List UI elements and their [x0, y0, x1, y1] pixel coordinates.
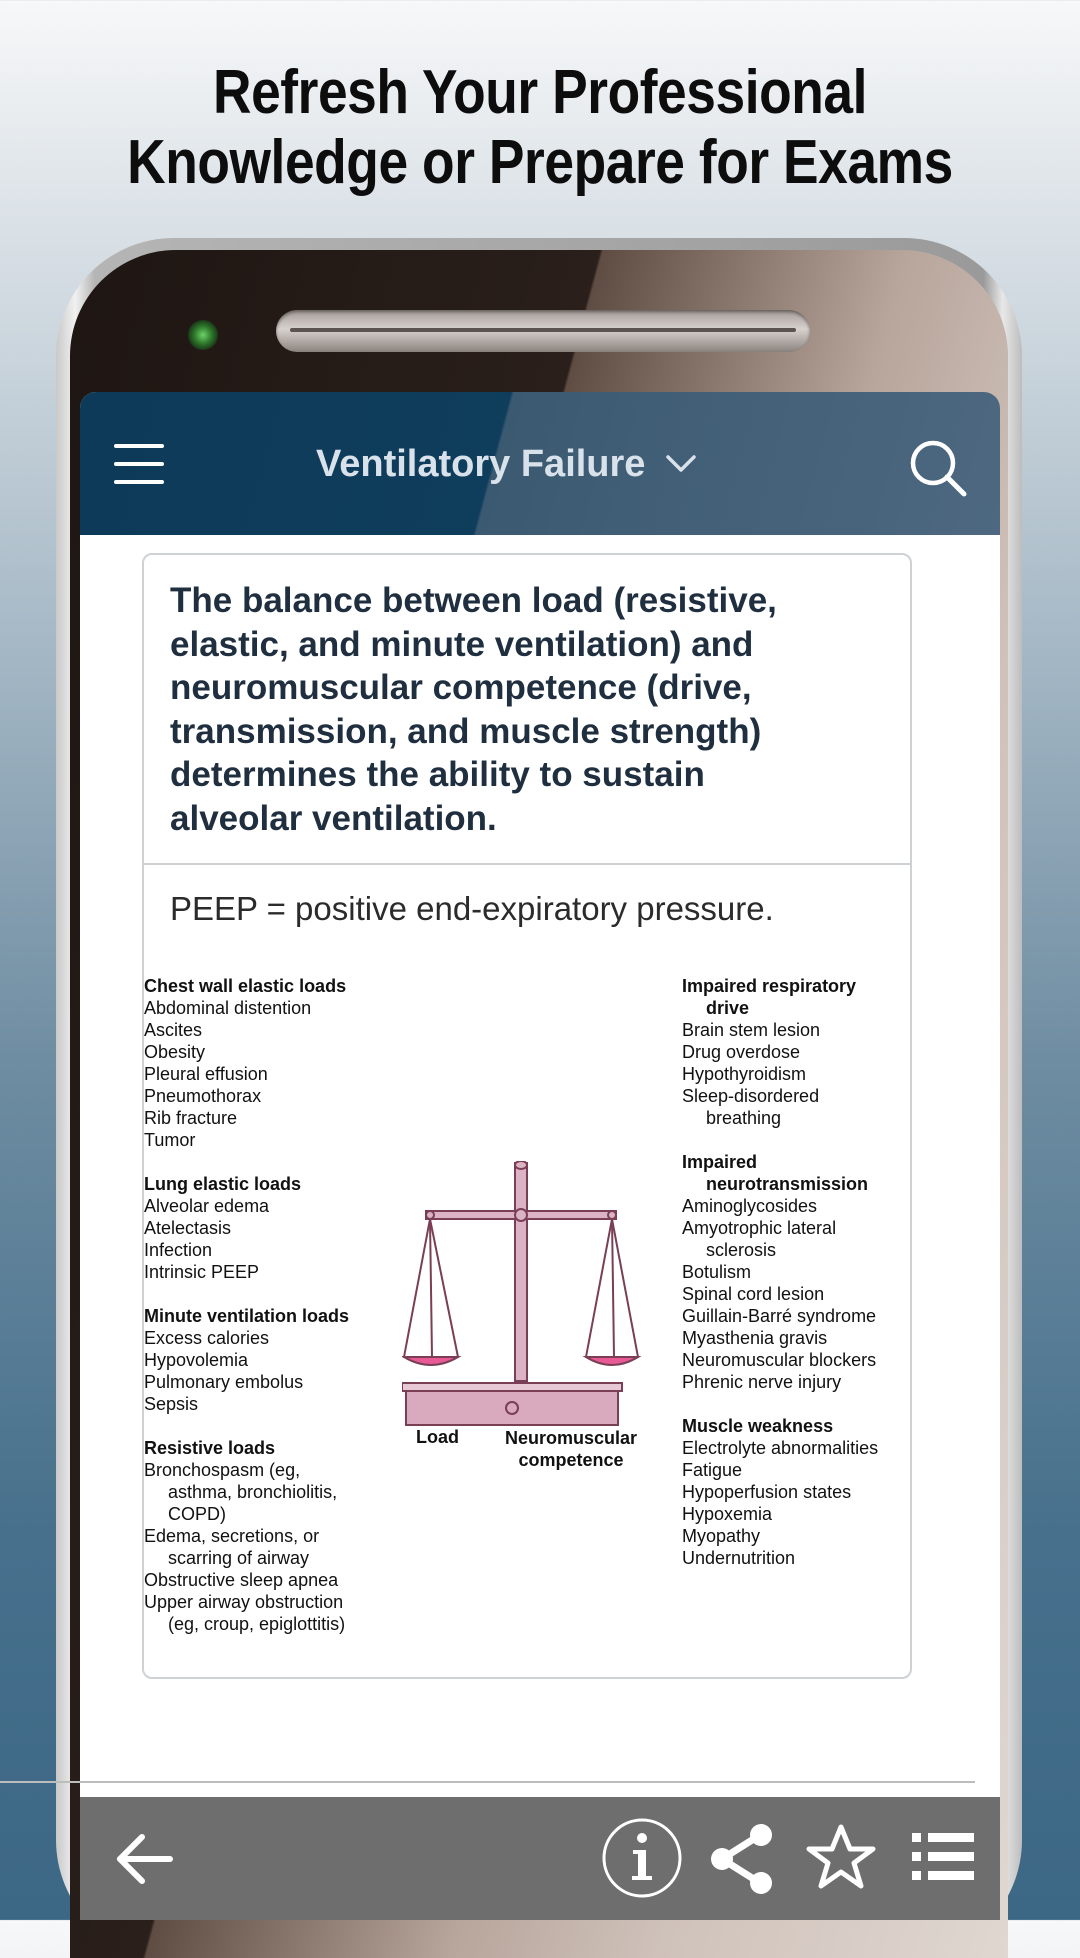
- respiratory-drive-group: [682, 975, 910, 1129]
- list-item: Upper airway obstruction: [144, 1592, 344, 1612]
- list-item: Pleural effusion: [144, 1064, 268, 1084]
- list-item: Ascites: [144, 1020, 203, 1040]
- group-title: Chest wall elastic loads: [144, 976, 347, 996]
- list-item: Sepsis: [144, 1394, 199, 1414]
- arrow-left-icon[interactable]: [114, 1833, 174, 1885]
- muscle-weakness-group: [682, 1415, 910, 1569]
- list-item: Myopathy: [682, 1526, 761, 1546]
- bottom-toolbar: [80, 1797, 1000, 1920]
- list-item: Infection: [144, 1240, 213, 1260]
- list-item: Pneumothorax: [144, 1086, 262, 1106]
- list-item: breathing: [706, 1108, 782, 1128]
- group-title: neurotransmission: [706, 1174, 869, 1194]
- share-icon[interactable]: [708, 1823, 776, 1895]
- group-title: Impaired: [682, 1152, 758, 1172]
- group-title: Impaired respiratory: [682, 976, 857, 996]
- heading-line: neuromuscular competence (drive,: [170, 668, 752, 707]
- list-item: scarring of airway: [168, 1548, 310, 1568]
- list-item: Guillain-Barré syndrome: [682, 1306, 877, 1326]
- heading-line: alveolar ventilation.: [170, 798, 497, 838]
- chest-wall-group: [144, 975, 384, 1151]
- list-item: Bronchospasm (eg,: [144, 1460, 301, 1480]
- promo-headline: [76, 58, 1005, 198]
- list-item: COPD): [168, 1504, 226, 1524]
- list-item: Hypothyroidism: [682, 1064, 807, 1084]
- figure-caption: PEEP = positive end-expiratory pressure.: [170, 890, 774, 927]
- nm-label-line-1: Neuromuscular: [504, 1428, 638, 1448]
- lung-elastic-group: [144, 1173, 384, 1283]
- list-item: Hypovolemia: [144, 1350, 249, 1370]
- app-bar: [80, 392, 1000, 535]
- content-divider: [0, 1781, 975, 1783]
- hamburger-menu-icon[interactable]: [114, 444, 164, 484]
- heading-line: The balance between load (resistive,: [170, 581, 777, 620]
- promo-line-2: Knowledge or Prepare for Exams: [127, 128, 953, 197]
- competence-column: [682, 975, 910, 1591]
- promo-line-1: Refresh Your Professional: [212, 58, 867, 127]
- card-heading: [144, 555, 910, 865]
- content-area[interactable]: [80, 535, 1000, 1765]
- list-item: Electrolyte abnormalities: [682, 1438, 879, 1458]
- load-column: [144, 975, 384, 1657]
- list-item: Hypoxemia: [682, 1504, 773, 1524]
- group-title: Resistive loads: [144, 1438, 276, 1458]
- chevron-down-icon: [665, 454, 697, 474]
- list-item: Excess calories: [144, 1328, 270, 1348]
- list-item: Spinal cord lesion: [682, 1284, 825, 1304]
- group-title: Muscle weakness: [682, 1416, 834, 1436]
- heading-line: elastic, and minute ventilation) and: [170, 624, 754, 664]
- topic-dropdown[interactable]: [316, 436, 697, 492]
- list-item: Intrinsic PEEP: [144, 1262, 260, 1282]
- list-item: Aminoglycosides: [682, 1196, 818, 1216]
- list-item: Obstructive sleep apnea: [144, 1570, 339, 1590]
- neuromuscular-label: [496, 1427, 646, 1471]
- list-item: Phrenic nerve injury: [682, 1372, 842, 1392]
- list-item: sclerosis: [706, 1240, 777, 1260]
- balance-figure[interactable]: [144, 975, 910, 1675]
- neurotransmission-group: [682, 1151, 910, 1393]
- list-item: Fatigue: [682, 1460, 743, 1480]
- topic-card: [142, 553, 912, 1679]
- list-item: Neuromuscular blockers: [682, 1350, 877, 1370]
- nm-label-line-2: competence: [518, 1450, 624, 1470]
- list-item: Botulism: [682, 1262, 752, 1282]
- list-item: Obesity: [144, 1042, 206, 1062]
- group-title: drive: [706, 998, 750, 1018]
- balance-scale-illustration: [402, 1161, 642, 1461]
- list-item: Brain stem lesion: [682, 1020, 821, 1040]
- list-item: Myasthenia gravis: [682, 1328, 828, 1348]
- load-label: Load: [416, 1427, 459, 1447]
- search-icon[interactable]: [906, 436, 970, 500]
- list-item: Tumor: [144, 1130, 196, 1150]
- list-item: Undernutrition: [682, 1548, 796, 1568]
- group-title: Lung elastic loads: [144, 1174, 302, 1194]
- list-item: Hypoperfusion states: [682, 1482, 852, 1502]
- heading-line: determines the ability to sustain: [170, 755, 705, 794]
- list-item: Pulmonary embolus: [144, 1372, 304, 1392]
- minute-ventilation-group: [144, 1305, 384, 1415]
- list-item: Rib fracture: [144, 1108, 238, 1128]
- topic-title: Ventilatory Failure: [316, 442, 646, 485]
- front-camera-icon: [188, 320, 218, 350]
- list-item: Abdominal distention: [144, 998, 312, 1018]
- list-item: Atelectasis: [144, 1218, 232, 1238]
- list-item: Alveolar edema: [144, 1196, 270, 1216]
- resistive-group: [144, 1437, 384, 1635]
- star-icon[interactable]: [806, 1823, 876, 1891]
- list-item: Amyotrophic lateral: [682, 1218, 837, 1238]
- list-item: Sleep-disordered: [682, 1086, 820, 1106]
- info-icon[interactable]: [600, 1816, 684, 1900]
- app-screen: [80, 392, 1000, 1920]
- list-item: Drug overdose: [682, 1042, 801, 1062]
- heading-line: transmission, and muscle strength): [170, 711, 762, 751]
- earpiece-speaker: [276, 310, 810, 352]
- list-icon[interactable]: [912, 1829, 974, 1885]
- group-title: Minute ventilation loads: [144, 1306, 350, 1326]
- list-item: (eg, croup, epiglottitis): [168, 1614, 346, 1634]
- list-item: Edema, secretions, or: [144, 1526, 320, 1546]
- list-item: asthma, bronchiolitis,: [168, 1482, 338, 1502]
